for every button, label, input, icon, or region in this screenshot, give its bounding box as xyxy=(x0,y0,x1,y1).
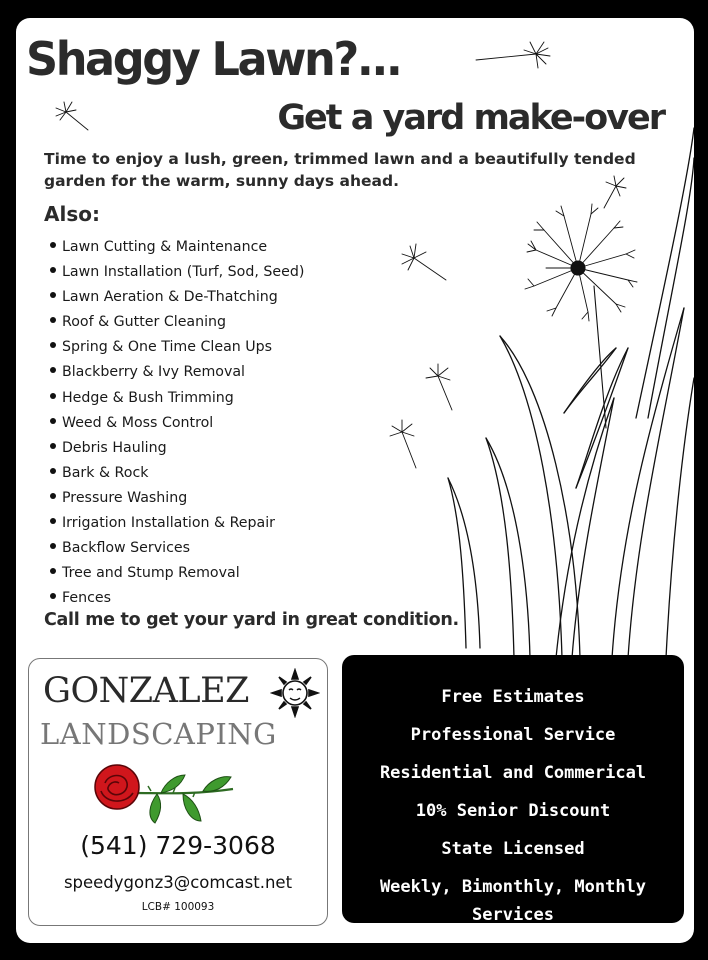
phone-number[interactable]: (541) 729-3068 xyxy=(80,831,276,860)
license-number: LCB# 100093 xyxy=(141,901,215,913)
bullet-icon xyxy=(50,543,56,549)
service-item: Weed & Moss Control xyxy=(50,411,304,436)
perk-item: Free Estimates xyxy=(441,687,585,707)
services-list xyxy=(50,235,304,611)
bullet-icon xyxy=(50,468,56,474)
perks-panel xyxy=(342,655,684,923)
dandelion-seed-icon xyxy=(426,364,452,410)
service-item: Lawn Installation (Turf, Sod, Seed) xyxy=(50,260,304,285)
bullet-icon xyxy=(50,418,56,424)
perk-item: Weekly, Bimonthly, Monthly Services xyxy=(379,877,647,925)
bullet-icon xyxy=(50,367,56,373)
service-item: Irrigation Installation & Repair xyxy=(50,511,304,536)
service-item: Blackberry & Ivy Removal xyxy=(50,360,304,385)
service-item: Tree and Stump Removal xyxy=(50,561,304,586)
perk-item: Professional Service xyxy=(410,725,616,745)
bullet-icon xyxy=(50,267,56,273)
bullet-icon xyxy=(50,292,56,298)
service-item: Hedge & Bush Trimming xyxy=(50,386,304,411)
bullet-icon xyxy=(50,342,56,348)
headline: Shaggy Lawn?... xyxy=(26,32,401,86)
business-name: GONZALEZ xyxy=(43,671,249,711)
bullet-icon xyxy=(50,493,56,499)
bullet-icon xyxy=(50,518,56,524)
bullet-icon xyxy=(50,242,56,248)
grass-blades-icon xyxy=(448,128,694,658)
service-item: Fences xyxy=(50,586,304,611)
service-item: Lawn Cutting & Maintenance xyxy=(50,235,304,260)
bullet-icon xyxy=(50,317,56,323)
dandelion-flower-icon xyxy=(571,261,606,428)
business-subtitle: LANDSCAPING xyxy=(40,717,277,751)
dandelion-seed-icon xyxy=(56,102,88,130)
service-item: Bark & Rock xyxy=(50,461,304,486)
dandelion-seed-icon xyxy=(402,244,446,280)
service-item: Lawn Aeration & De-Thatching xyxy=(50,285,304,310)
intro-text: Time to enjoy a lush, green, trimmed lawn and a beautifully tended garden for the warm, sunny days ahead. xyxy=(44,150,636,190)
bullet-icon xyxy=(50,593,56,599)
dandelion-seed-icon xyxy=(476,42,550,68)
bullet-icon xyxy=(50,393,56,399)
perk-item: State Licensed xyxy=(441,839,585,859)
service-item: Roof & Gutter Cleaning xyxy=(50,310,304,335)
subheadline: Get a yard make-over xyxy=(277,98,664,138)
service-item: Backflow Services xyxy=(50,536,304,561)
also-label: Also: xyxy=(44,202,100,226)
flyer xyxy=(16,18,694,943)
perk-item: 10% Senior Discount xyxy=(415,801,611,821)
dandelion-seed-icon xyxy=(390,420,416,468)
bullet-icon xyxy=(50,568,56,574)
business-card xyxy=(28,658,328,926)
service-item: Debris Hauling xyxy=(50,436,304,461)
email-address[interactable]: speedygonz3@comcast.net xyxy=(63,873,293,892)
bullet-icon xyxy=(50,443,56,449)
perk-item: Residential and Commerical xyxy=(379,763,647,783)
service-item: Pressure Washing xyxy=(50,486,304,511)
rose-icon xyxy=(91,761,241,827)
call-to-action: Call me to get your yard in great condition. xyxy=(44,610,459,630)
service-item: Spring & One Time Clean Ups xyxy=(50,335,304,360)
sun-face-icon xyxy=(270,668,320,718)
